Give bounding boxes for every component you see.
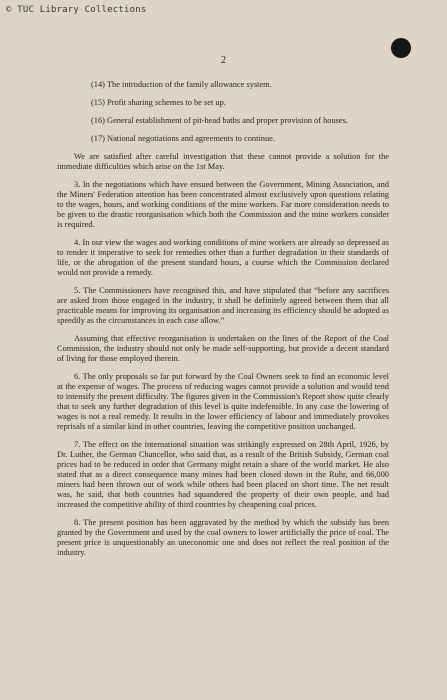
- list-item: (17) National negotiations and agreements to continue.: [91, 134, 275, 143]
- paragraph: 3. In the negotiations which have ensued between the Government, Mining Association, and the Miners' Federation attention has been concentrated almost exclusively upon questions relating to the wages, hours, and working conditions of the mine workers. Far more consideration needs to be given to the drastic reorganisation which both the Commission and the mine workers consider is required.: [57, 180, 389, 229]
- page-number: 2: [221, 55, 226, 66]
- paragraph: 7. The effect on the international situation was strikingly expressed on 28th April, 1926, by Dr. Luther, the German Chancellor, who said that, as a result of the British Subsidy, German coal prices had to be reduced in order that Germany might retain a share of the world market. He also stated that as a direct consequence many mines had been closed down in the Ruhr, and 66,000 miners had been thrown out of work while others had been placed on short time. The net result was, he said, that both countries had squandered the property of their own people, and had increased the competitive ability of third countries by cheapening coal prices.: [57, 440, 389, 509]
- list-item: (16) General establishment of pit-head baths and proper provision of houses.: [91, 116, 348, 125]
- document-body: [57, 80, 389, 566]
- list-item: (14) The introduction of the family allowance system.: [91, 80, 272, 89]
- paragraph: Assuming that effective reorganisation is undertaken on the lines of the Report of the Coal Commission, the industry should not only be made self-supporting, but provide a decent standard of living for those employed therein.: [57, 334, 389, 363]
- paragraph: 6. The only proposals so far put forward by the Coal Owners seek to find an economic level at the expense of wages. The process of reducing wages cannot provide a solution and would tend to intensify the present difficulty. The figures given in the Commission's Report show quite clearly that to seek any further degradation of this level is quite indefensible. In any case the lowering of wages is not a real remedy. It results in the lower efficiency of labour and immediately provokes reprisals of a similar kind in other countries, leaving the competitive position unchanged.: [57, 372, 389, 431]
- paragraph: 5. The Commissioners have recognised this, and have stipulated that “before any sacrifices are asked from those engaged in the industry, it shall be definitely agreed between them that all practicable means for improving its organisation and increasing its efficiency should be adopted as speedily as the circumstances in each case allow.”: [57, 286, 389, 325]
- paragraph: 8. The present position has been aggravated by the method by which the subsidy has been granted by the Government and used by the coal owners to lower artificially the price of coal. The present price is unquestionably an uneconomic one and does not reflect the real position of the industry.: [57, 518, 389, 557]
- paragraph: We are satisfied after careful investigation that these cannot provide a solution for the immediate difficulties which arise on the 1st May.: [57, 152, 389, 171]
- watermark: © TUC Library Collections: [6, 5, 147, 15]
- list-item: (15) Profit sharing schemes to be set up.: [91, 98, 226, 107]
- paragraph: 4. In our view the wages and working conditions of mine workers are already so depressed as to render it imperative to seek for remedies other than a further degradation in their standards of life, or the abrogation of the present standard hours, a course which the Commission declared would not provide a remedy.: [57, 238, 389, 277]
